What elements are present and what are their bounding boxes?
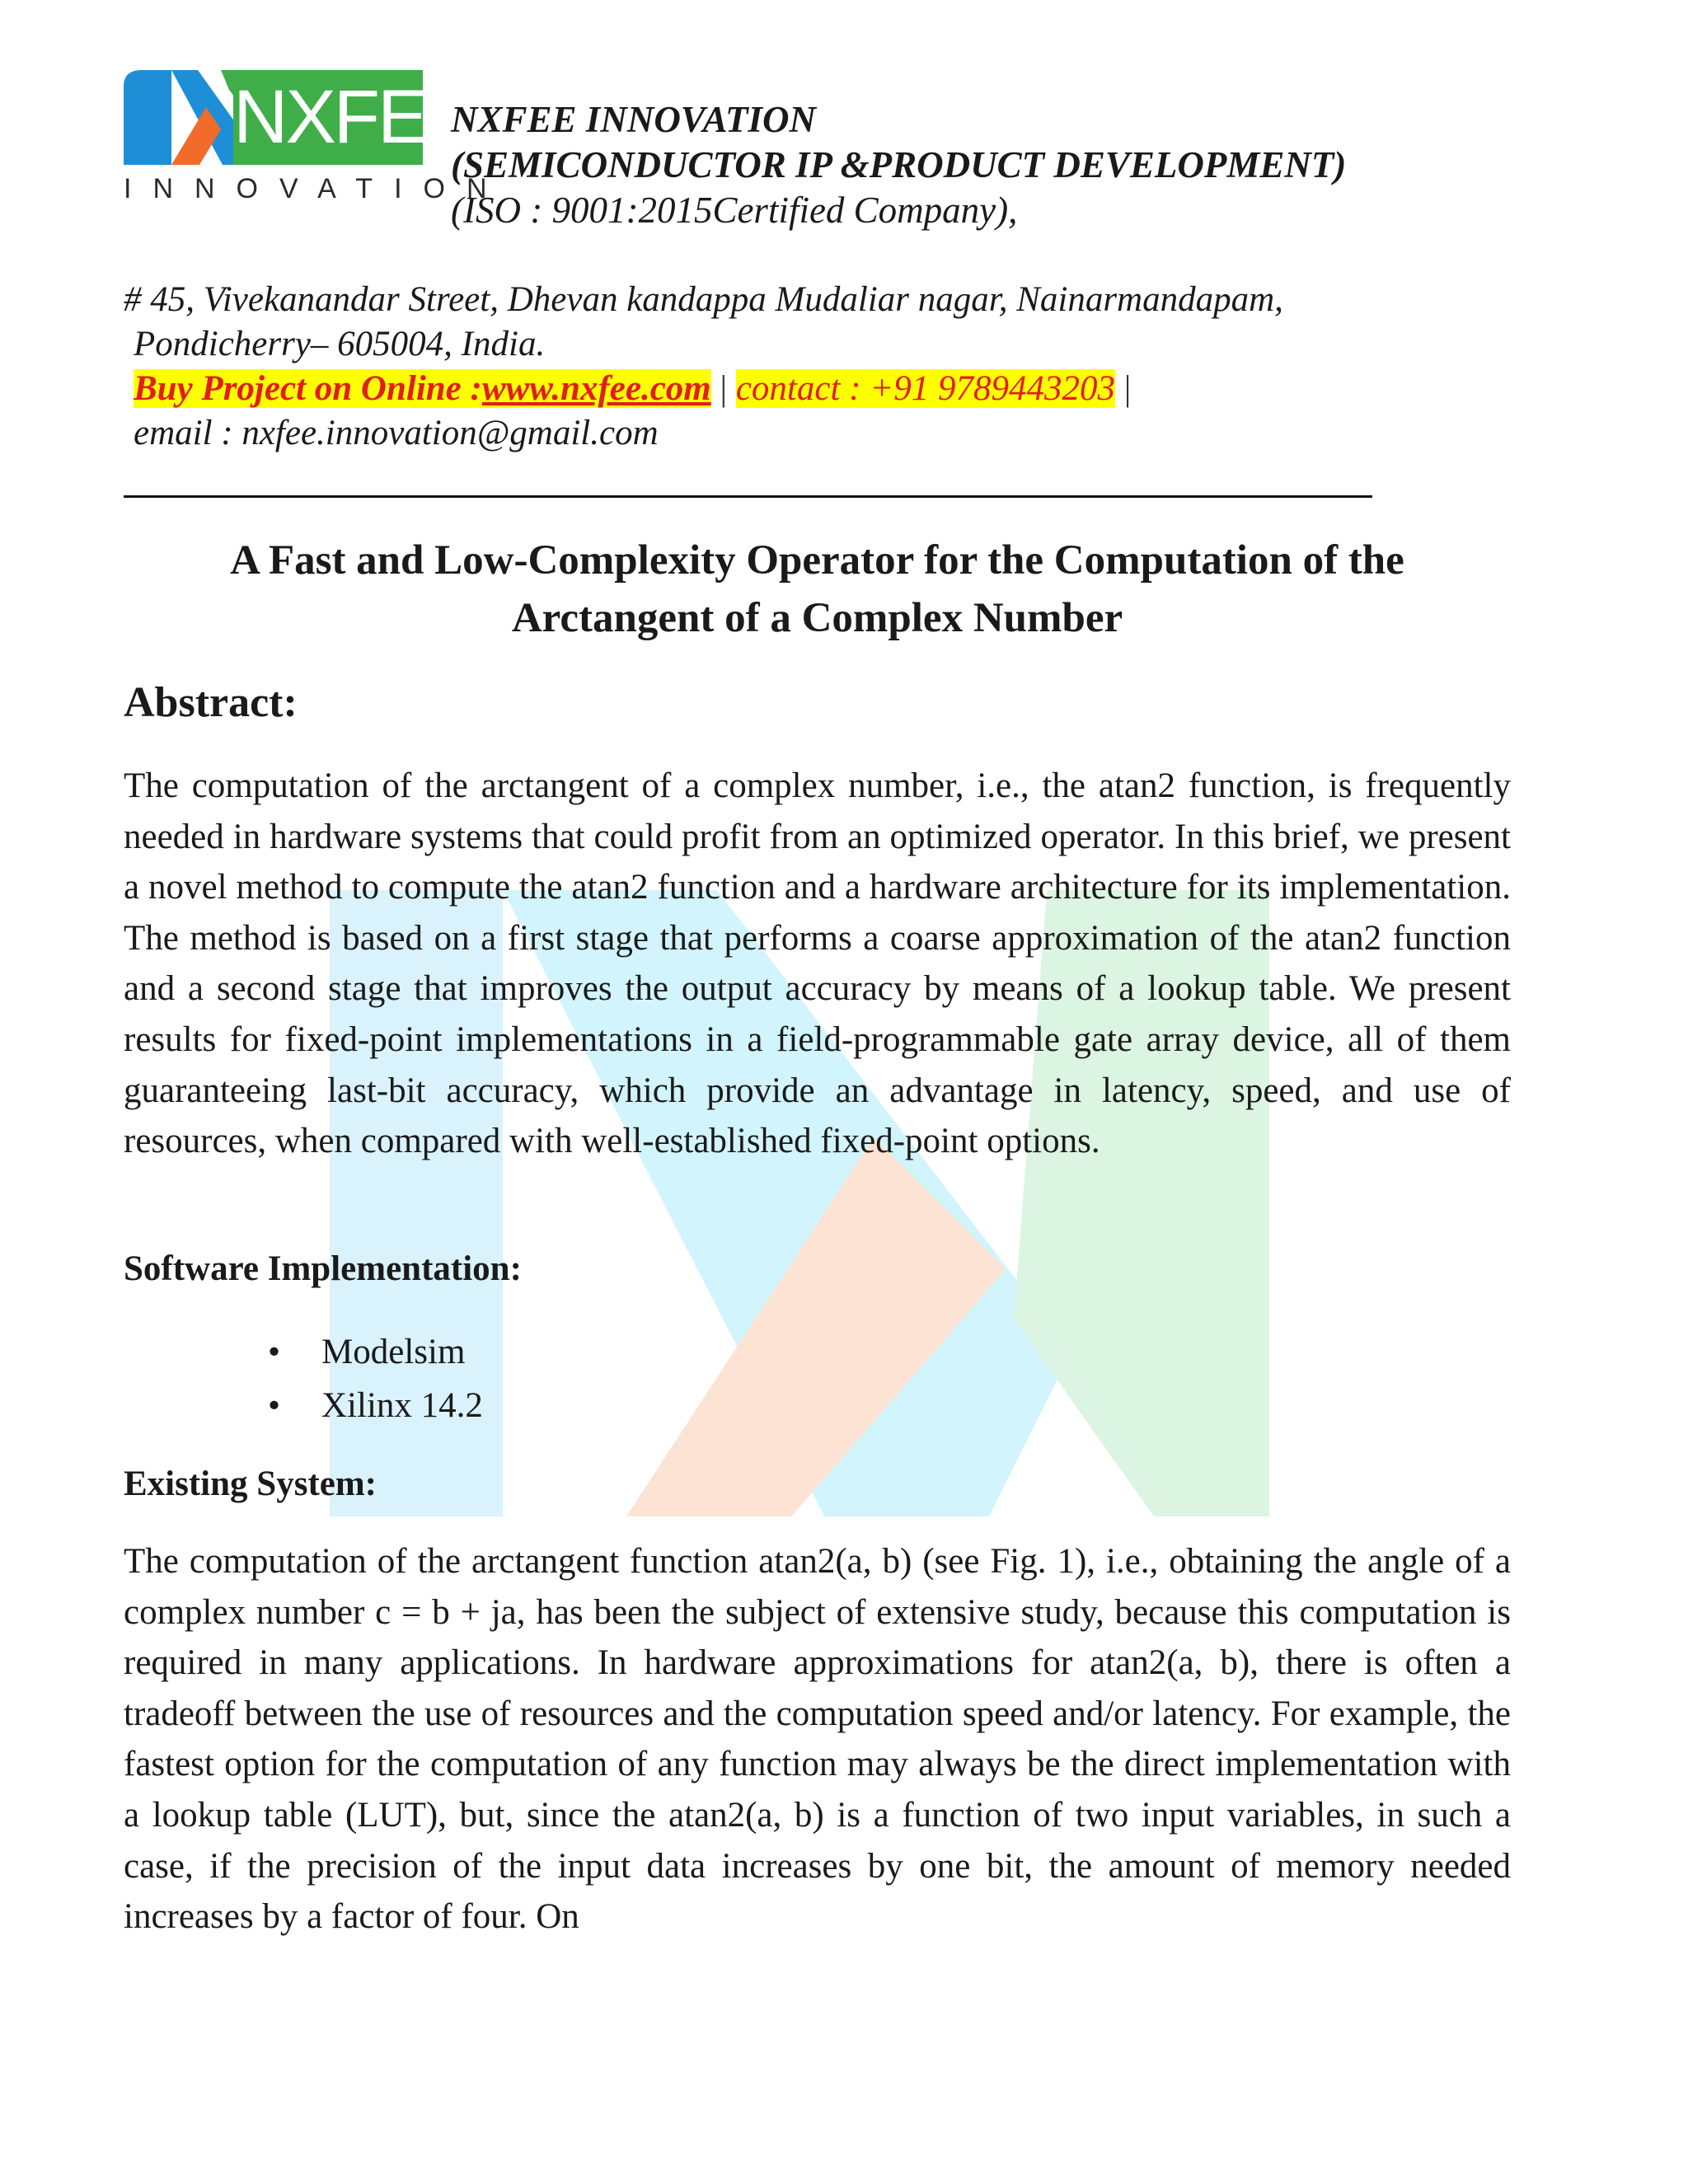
address-line-1: # 45, Vivekanandar Street, Dhevan kandappa Mudaliar nagar, Nainarmandapam, bbox=[124, 280, 1283, 319]
contact-line bbox=[124, 367, 1283, 411]
email-line: email : nxfee.innovation@gmail.com bbox=[134, 414, 659, 452]
company-tagline: (SEMICONDUCTOR IP &PRODUCT DEVELOPMENT) bbox=[451, 144, 1347, 185]
abstract-text: The computation of the arctangent of a complex number, i.e., the atan2 function, is frequently needed in hardware systems that could profit from an optimized operator. In this brief, we present a novel method to compute the atan2 function and a hardware architecture for its implementation. The method is based on a first stage that performs a coarse approximation of the atan2 function and a second stage that improves the output accuracy by means of a lookup table. We present results for fixed-point implementations in a field-programmable gate array device, all of them guaranteeing last-bit accuracy, which provide an advantage in latency, speed, and use of resources, when compared with well-established fixed-point options. bbox=[124, 766, 1511, 1161]
logo-subtext: INNOVATION bbox=[124, 173, 509, 204]
bullet-icon: • bbox=[268, 1386, 281, 1425]
nx-logo-icon bbox=[124, 70, 239, 165]
separator: | bbox=[720, 369, 728, 408]
buy-online-label: Buy Project on Online :www.nxfee.com bbox=[134, 369, 711, 408]
software-tools-list bbox=[268, 1325, 483, 1432]
existing-system-text: The computation of the arctangent function atan2(a, b) (see Fig. 1), i.e., obtaining the angle of a complex number c = b + ja, has been the subject of extensive study, because this computation is required in many applications. In hardware approximations for atan2(a, b), there is often a tradeoff between the use of resources and the computation speed and/or latency. For example, the fastest option for the computation of any function may always be the direct implementation with a lookup table (LUT), but, since the atan2(a, b) is a function of two input variables, in such a case, if the precision of the input data increases by one bit, the amount of memory needed increases by a factor of four. On bbox=[124, 1542, 1511, 1937]
abstract-heading: Abstract: bbox=[124, 679, 298, 726]
header-divider bbox=[124, 495, 1372, 498]
bullet-icon: • bbox=[268, 1333, 281, 1371]
address-block bbox=[124, 278, 1283, 456]
list-item: • Xilinx 14.2 bbox=[268, 1379, 483, 1432]
title-line-2: Arctangent of a Complex Number bbox=[511, 595, 1123, 641]
website-link[interactable]: www.nxfee.com bbox=[481, 369, 711, 408]
company-logo bbox=[124, 70, 509, 218]
existing-system-heading: Existing System: bbox=[124, 1465, 377, 1503]
certification: (ISO : 9001:2015Certified Company), bbox=[451, 190, 1018, 231]
software-implementation-heading: Software Implementation: bbox=[124, 1249, 522, 1288]
address-line-2: Pondicherry– 605004, India. bbox=[134, 325, 546, 363]
title-line-1: A Fast and Low-Complexity Operator for the Computation of the bbox=[230, 537, 1404, 583]
company-name: NXFEE INNOVATION bbox=[451, 99, 817, 140]
logo-text: NXFEE bbox=[233, 75, 474, 159]
separator: | bbox=[1123, 369, 1132, 408]
contact-phone: contact : +91 9789443203 bbox=[735, 369, 1115, 408]
list-item: • Modelsim bbox=[268, 1325, 483, 1379]
document-title bbox=[124, 532, 1511, 647]
logo-wordmark bbox=[233, 70, 474, 165]
company-info bbox=[451, 97, 1346, 233]
